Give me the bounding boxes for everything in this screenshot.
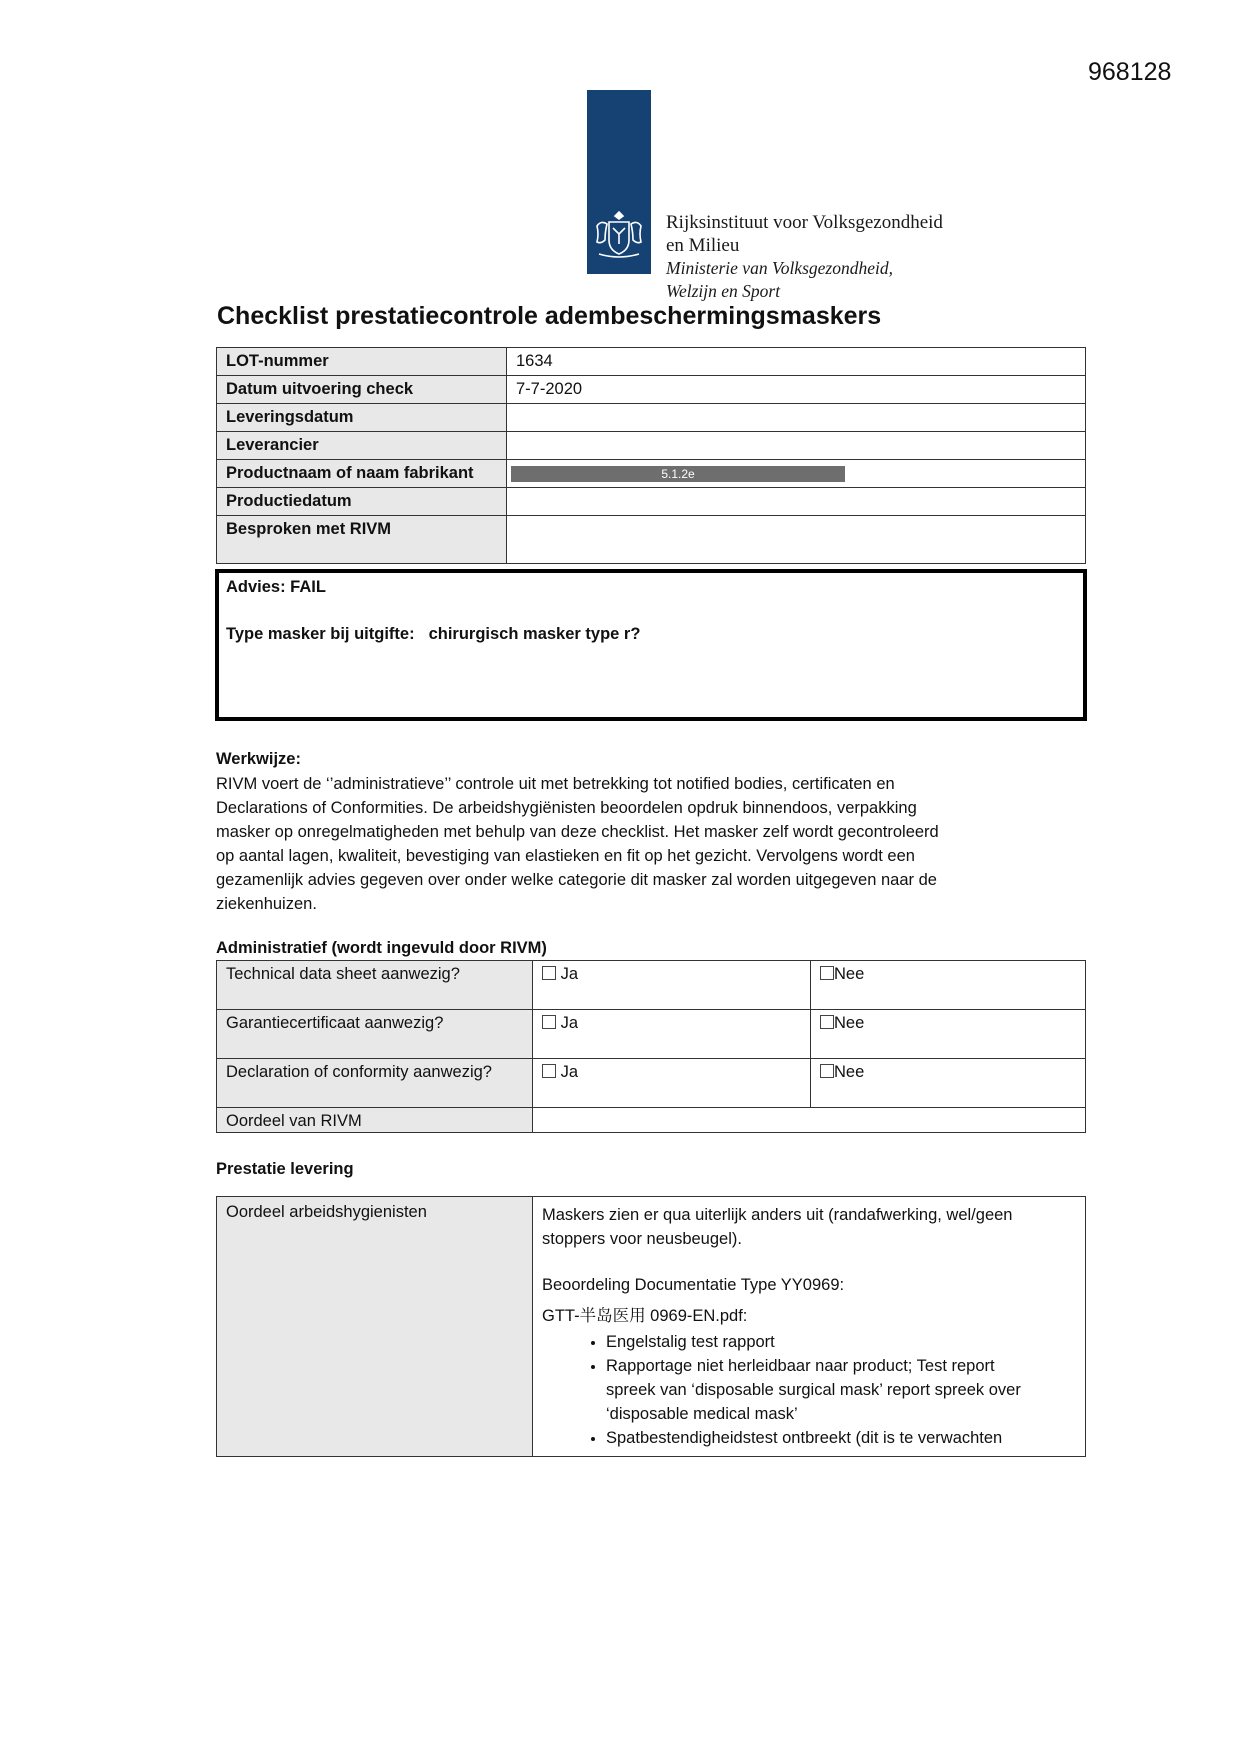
advice-result: Advies: FAIL (226, 578, 326, 596)
table-row (217, 1108, 1086, 1133)
no-label: Nee (834, 1063, 865, 1081)
checkbox[interactable] (820, 1015, 834, 1029)
crest-icon (591, 208, 647, 260)
guarantee-label: Garantiecertificaat aanwezig? (217, 1010, 533, 1059)
no-label: Nee (834, 965, 865, 983)
check-date-value: 7-7-2020 (507, 376, 1086, 404)
findings-list (542, 1330, 1076, 1450)
discussed-value (507, 516, 1086, 564)
table-row (217, 1059, 1086, 1108)
list-item: • Rapportage niet herleidbaar naar product; Test report spreek van ‘disposable surgical mask’ report spreek over ‘disposable medical mask’ (606, 1354, 1076, 1426)
checkbox[interactable] (542, 1015, 556, 1029)
check-date-label: Datum uitvoering check (217, 376, 507, 404)
checkbox[interactable] (542, 1064, 556, 1078)
rivm-judgement-label: Oordeel van RIVM (217, 1108, 533, 1133)
list-item: • Spatbestendigheidstest ontbreekt (dit is te verwachten (606, 1426, 1076, 1450)
method-line: RIVM voert de ‘’administratieve’’ controle uit met betrekking tot notified bodies, certificaten en (216, 775, 895, 793)
production-date-label: Productiedatum (217, 488, 507, 516)
lot-number-label: LOT-nummer (217, 348, 507, 376)
org-name-line-2: en Milieu (666, 235, 740, 256)
table-row (217, 404, 1086, 432)
ministry-line-2: Welzijn en Sport (666, 281, 781, 301)
advice-box (215, 569, 1087, 721)
method-line: gezamenlijk advies gegeven over onder welke categorie dit masker zal worden uitgegeven naar de (216, 871, 937, 889)
admin-table (216, 960, 1086, 1133)
method-heading: Werkwijze: (216, 750, 301, 768)
lot-number-value: 1634 (507, 348, 1086, 376)
hygienist-judgement-value (533, 1197, 1086, 1457)
document-number: 968128 (1088, 58, 1172, 86)
org-name-line-1: Rijksinstituut voor Volksgezondheid (666, 212, 943, 233)
doc-yes-option[interactable] (533, 1059, 811, 1108)
guarantee-yes-option[interactable] (533, 1010, 811, 1059)
method-line: ziekenhuizen. (216, 895, 317, 913)
supplier-value (507, 432, 1086, 460)
documentation-heading: Beoordeling Documentatie Type YY0969: (542, 1276, 845, 1294)
rivm-judgement-value (533, 1108, 1086, 1133)
supplier-label: Leverancier (217, 432, 507, 460)
checkbox[interactable] (542, 966, 556, 980)
hygienist-judgement-label: Oordeel arbeidshygienisten (217, 1197, 533, 1457)
doc-label: Declaration of conformity aanwezig? (217, 1059, 533, 1108)
performance-table (216, 1196, 1086, 1457)
mask-type-line (226, 625, 640, 644)
discussed-label: Besproken met RIVM (217, 516, 507, 564)
table-row (217, 1010, 1086, 1059)
admin-heading: Administratief (wordt ingevuld door RIVM) (216, 939, 547, 957)
doc-no-option[interactable] (811, 1059, 1086, 1108)
table-row (217, 460, 1086, 488)
checkbox[interactable] (820, 966, 834, 980)
appearance-line: Maskers zien er qua uiterlijk anders uit (randafwerking, wel/geen (542, 1206, 1013, 1224)
table-row (217, 1197, 1086, 1457)
table-row (217, 516, 1086, 564)
method-line: Declarations of Conformities. De arbeidshygiënisten beoordelen opdruk binnendoos, verpakking (216, 799, 917, 817)
product-name-label: Productnaam of naam fabrikant (217, 460, 507, 488)
tds-label: Technical data sheet aanwezig? (217, 961, 533, 1010)
table-row (217, 348, 1086, 376)
production-date-value (507, 488, 1086, 516)
tds-no-option[interactable] (811, 961, 1086, 1010)
guarantee-no-option[interactable] (811, 1010, 1086, 1059)
table-row (217, 432, 1086, 460)
performance-heading: Prestatie levering (216, 1160, 354, 1178)
mask-type-value: chirurgisch masker type r? (428, 625, 641, 643)
page-title: Checklist prestatiecontrole adembeschermingsmaskers (217, 302, 882, 330)
file-name: GTT-半岛医用 0969-EN.pdf: (542, 1307, 748, 1325)
ministry-line-1: Ministerie van Volksgezondheid, (666, 258, 893, 278)
no-label: Nee (834, 1014, 865, 1032)
tds-yes-option[interactable] (533, 961, 811, 1010)
table-row (217, 488, 1086, 516)
product-name-value (507, 460, 1086, 488)
method-paragraph (216, 772, 1046, 916)
info-table (216, 347, 1086, 564)
redaction-bar: 5.1.2e (511, 466, 845, 482)
checkbox[interactable] (820, 1064, 834, 1078)
delivery-date-label: Leveringsdatum (217, 404, 507, 432)
mask-type-label: Type masker bij uitgifte: (226, 625, 415, 643)
delivery-date-value (507, 404, 1086, 432)
table-row (217, 961, 1086, 1010)
method-line: op aantal lagen, kwaliteit, bevestiging van elastieken en fit op het gezicht. Vervolgens wordt een (216, 847, 915, 865)
appearance-line: stoppers voor neusbeugel). (542, 1230, 742, 1248)
yes-label: Ja (560, 965, 579, 983)
list-item: • Engelstalig test rapport (606, 1330, 1076, 1354)
yes-label: Ja (560, 1014, 579, 1032)
yes-label: Ja (560, 1063, 579, 1081)
table-row (217, 376, 1086, 404)
method-line: masker op onregelmatigheden met behulp van deze checklist. Het masker zelf wordt gecontroleerd (216, 823, 939, 841)
